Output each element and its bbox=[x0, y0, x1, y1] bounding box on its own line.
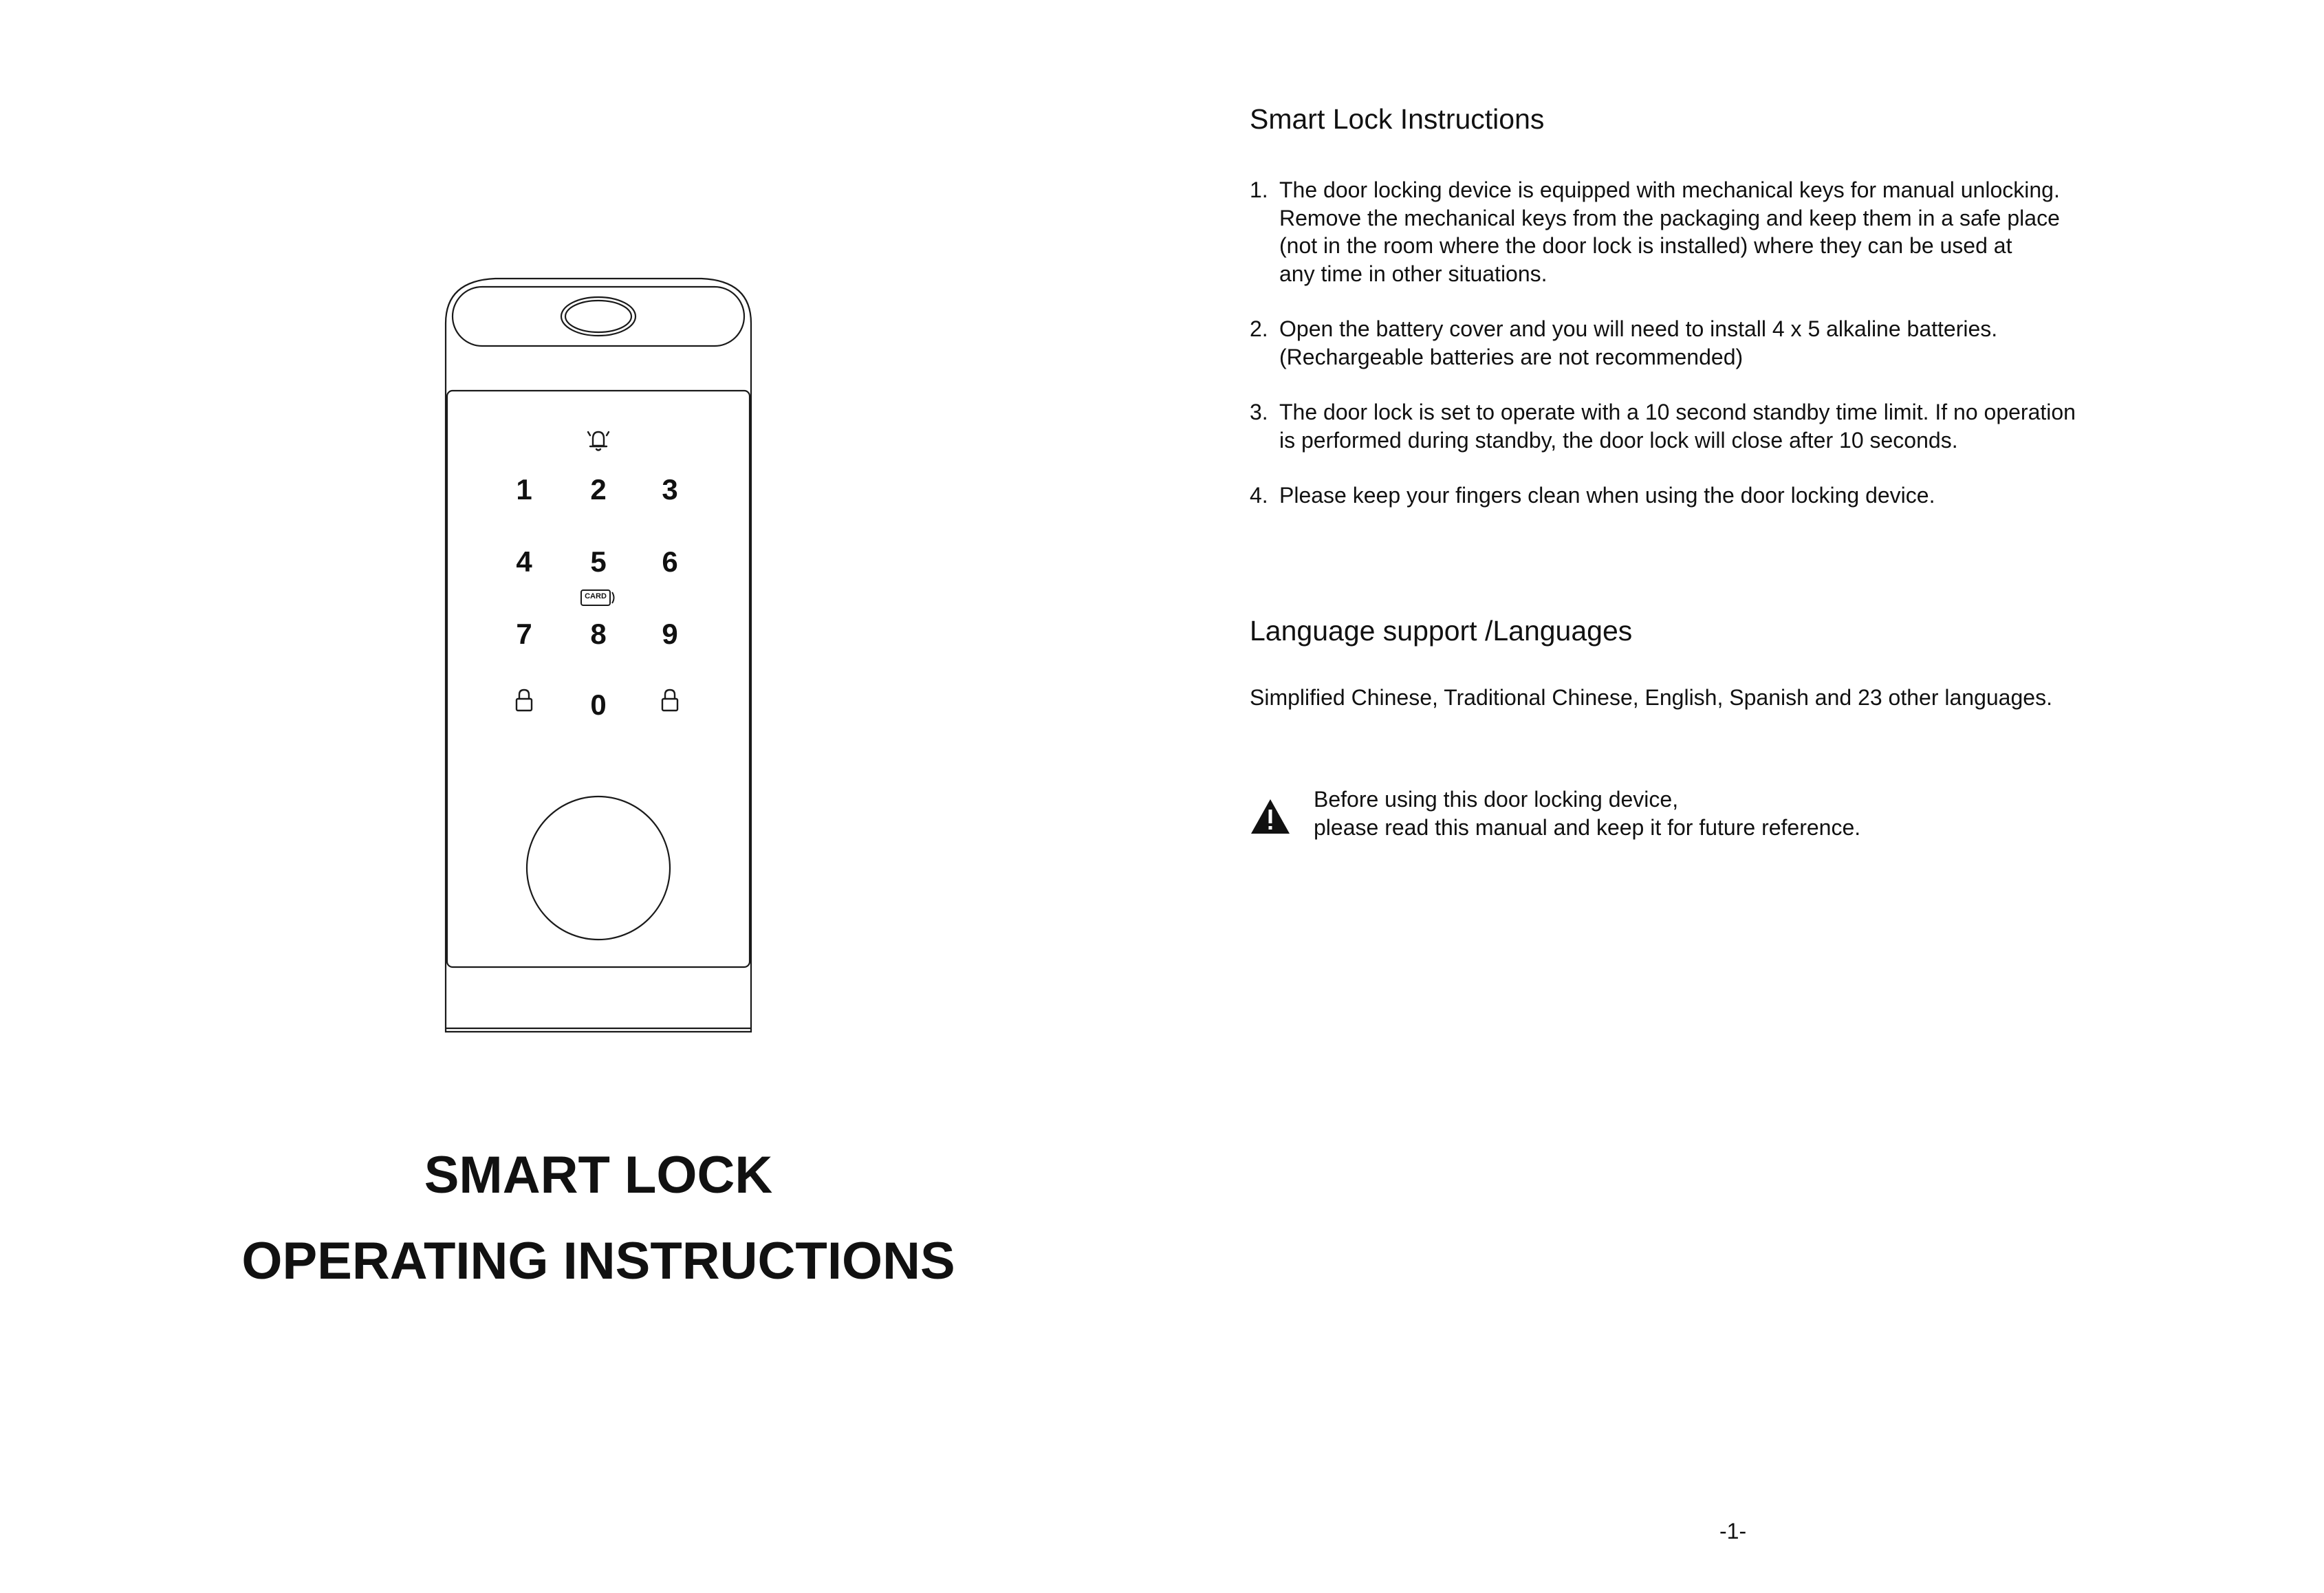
item-line: is performed during standby, the door lock will close after 10 seconds. bbox=[1279, 427, 1958, 453]
key-8: 8 bbox=[590, 618, 607, 650]
instruction-item bbox=[1250, 176, 2144, 288]
item-line: Remove the mechanical keys from the packaging and keep them in a safe place bbox=[1279, 205, 2060, 230]
lock-icon-left bbox=[514, 688, 534, 713]
lock-icon-right bbox=[660, 688, 680, 713]
page-number: -1- bbox=[1719, 1519, 1747, 1543]
key-6: 6 bbox=[662, 545, 678, 578]
key-9: 9 bbox=[662, 618, 678, 650]
card-label: CARD bbox=[585, 592, 607, 600]
cover-title-line1: SMART LOCK bbox=[424, 1146, 773, 1204]
instructions-heading: Smart Lock Instructions bbox=[1250, 103, 1545, 135]
instruction-item bbox=[1250, 398, 2144, 454]
key-4: 4 bbox=[516, 545, 532, 578]
item-line: (not in the room where the door lock is installed) where they can be used at bbox=[1279, 233, 2012, 258]
item-number: 4. bbox=[1250, 483, 1268, 508]
key-0: 0 bbox=[590, 689, 607, 721]
warning-text bbox=[1314, 785, 1860, 841]
key-1: 1 bbox=[516, 473, 532, 506]
item-line: any time in other situations. bbox=[1279, 261, 1547, 286]
item-number: 1. bbox=[1250, 177, 1268, 202]
item-line: Open the battery cover and you will need to install 4 x 5 alkaline batteries. bbox=[1279, 316, 1998, 341]
item-line: Please keep your fingers clean when using the door locking device. bbox=[1279, 483, 1935, 508]
warning-line: Before using this door locking device, bbox=[1314, 787, 1679, 812]
doorbell-icon bbox=[585, 428, 612, 453]
key-2: 2 bbox=[590, 473, 607, 506]
item-number: 2. bbox=[1250, 316, 1268, 341]
warning-triangle-icon bbox=[1250, 798, 1291, 835]
warning-line: please read this manual and keep it for future reference. bbox=[1314, 814, 1861, 840]
item-line: (Rechargeable batteries are not recommended) bbox=[1279, 344, 1744, 369]
item-number: 3. bbox=[1250, 400, 1268, 424]
key-3: 3 bbox=[662, 473, 678, 506]
key-7: 7 bbox=[516, 618, 532, 650]
warning-notice bbox=[1250, 785, 2075, 847]
item-line: The door locking device is equipped with mechanical keys for manual unlocking. bbox=[1279, 177, 2060, 202]
keypad bbox=[413, 268, 784, 1045]
instruction-item bbox=[1250, 481, 2144, 510]
languages-heading: Language support /Languages bbox=[1250, 615, 1633, 647]
instructions-page bbox=[1162, 0, 2324, 1593]
card-reader-icon bbox=[580, 588, 617, 607]
item-line: The door lock is set to operate with a 10 second standby time limit. If no operation bbox=[1279, 400, 2076, 424]
instruction-list bbox=[1250, 176, 2144, 537]
cover-title-line2: OPERATING INSTRUCTIONS bbox=[241, 1232, 955, 1290]
languages-text: Simplified Chinese, Traditional Chinese, English, Spanish and 23 other languages. bbox=[1250, 685, 2052, 710]
key-5: 5 bbox=[590, 545, 607, 578]
instruction-item bbox=[1250, 315, 2144, 371]
